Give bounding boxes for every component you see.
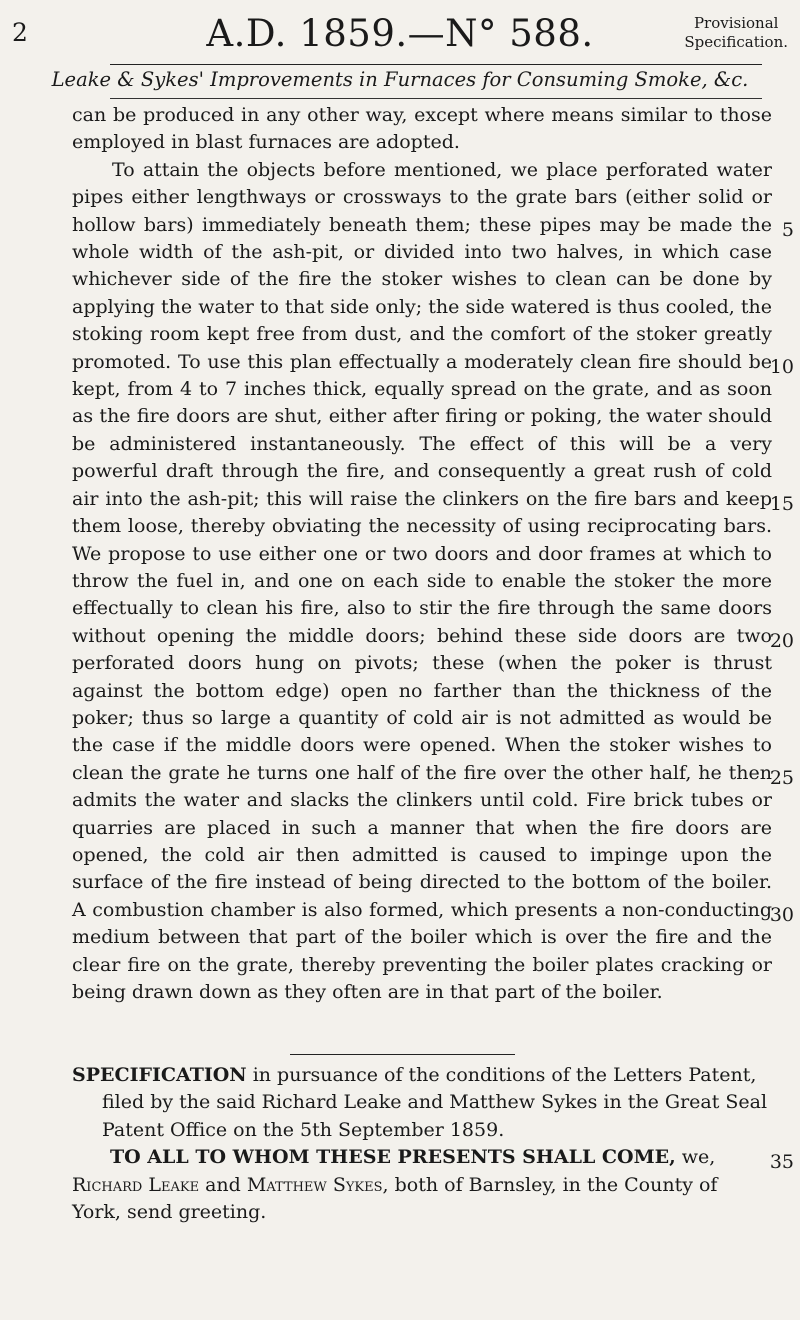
header-rule xyxy=(110,64,762,65)
greeting-paragraph xyxy=(72,1144,772,1226)
margin-note-line2: Specification. xyxy=(684,33,788,51)
running-head: Leake & Sykes' Improvements in Furnaces for Consuming Smoke, &c. xyxy=(51,68,749,91)
paragraph-1: can be produced in any other way, except where means similar to those employed in blast furnaces are adopted. xyxy=(72,104,772,154)
body-text xyxy=(72,102,772,1006)
page-number: 2 xyxy=(12,18,28,47)
greeting-rest: , both of Barnsley, in the County of York, send greeting. xyxy=(72,1173,718,1224)
margin-note-line1: Provisional xyxy=(693,14,779,32)
specification-paragraph xyxy=(72,1062,772,1144)
running-head-rule xyxy=(110,98,762,99)
document-title: A.D. 1859.—N° 588. xyxy=(206,12,594,55)
line-number-5: 5 xyxy=(781,219,794,241)
specification-text: in pursuance of the conditions of the Letters Patent, filed by the said Richard Leake and Matthew Sykes in the Great Seal Patent Office on the 5th September 1859. xyxy=(102,1064,768,1141)
line-number-20: 20 xyxy=(769,630,794,652)
line-number-15: 15 xyxy=(769,493,794,515)
specification-section xyxy=(72,1062,772,1226)
greeting-caps: TO ALL TO WHOM THESE PRESENTS SHALL COME, xyxy=(110,1146,676,1169)
specification-heading: SPECIFICATION xyxy=(72,1064,247,1086)
greeting-and: and xyxy=(199,1173,247,1196)
greeting-we: we, xyxy=(675,1146,716,1169)
line-number-25: 25 xyxy=(769,767,794,789)
section-rule xyxy=(290,1054,515,1055)
line-number-35: 35 xyxy=(769,1151,794,1173)
line-number-30: 30 xyxy=(769,904,794,926)
margin-note xyxy=(684,14,788,52)
name-richard-leake: Richard Leake xyxy=(72,1173,200,1196)
name-matthew-sykes: Matthew Sykes xyxy=(246,1173,383,1196)
paragraph-2: To attain the objects before mentioned, we place perforated water pipes either lengthways or crossways to the grate bars (either solid or hollow bars) immediately beneath them; these pipes may be made the whole width of the ash-pit, or divided into two halves, in which case whichever side of the fire the stoker wishes to clean can be done by applying the water to that side only; the side watered is thus cooled, the stoking room kept free from dust, and the comfort of the stoker greatly promoted. To use this plan effectually a moderately clean fire should be kept, from 4 to 7 inches thick, equally spread on the grate, and as soon as the fire doors are shut, either after firing or poking, the water should be administered instantaneously. The effect of this will be a very powerful draft through the fire, and consequently a great rush of cold air into the ash-pit; this will raise the clinkers on the fire bars and keep them loose, thereby obviating the necessity of using reciprocating bars. We propose to use either one or two doors and door frames at which to throw the fuel in, and one on each side to enable the stoker the more effectually to clean his fire, also to stir the fire through the same doors without opening the middle doors; behind these side doors are two perforated doors hung on pivots; these (when the poker is thrust against the bottom edge) open no farther than the thickness of the poker; thus so large a quantity of cold air is not admitted as would be the case if the middle doors were opened. When the stoker wishes to clean the grate he turns one half of the fire over the other half, he then admits the water and slacks the clinkers until cold. Fire brick tubes or quarries are placed in such a manner that when the fire doors are opened, the cold air then admitted is caused to impinge upon the surface of the fire instead of being directed to the bottom of the boiler. A combustion chamber is also formed, which presents a non-conducting medium between that part of the boiler which is over the fire and the clear fire on the grate, thereby preventing the boiler plates cracking or being drawn down as they often are in that part of the boiler. xyxy=(72,158,772,1003)
line-number-10: 10 xyxy=(769,356,794,378)
